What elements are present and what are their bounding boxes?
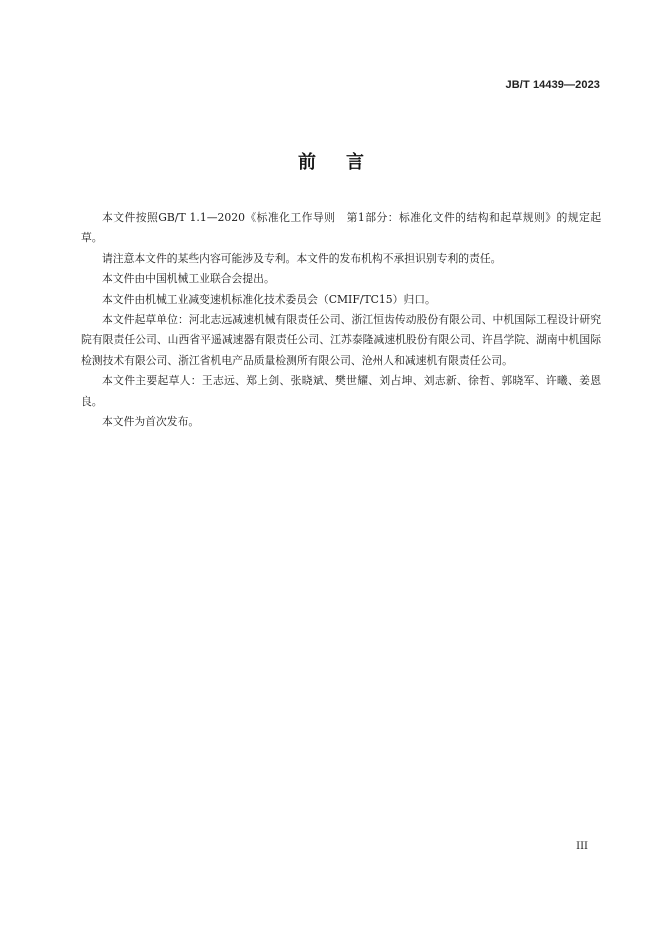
paragraph-drafting-units: 本文件起草单位：河北志远减速机械有限责任公司、浙江恒齿传动股份有限公司、中机国际工程设计研究院有限责任公司、山西省平遥减速器有限责任公司、江苏泰隆减速机股份有限公司、许昌学院、湖南中机国际检测技术有限公司、浙江省机电产品质量检测所有限公司、沧州人和减速机有限责任公司。 xyxy=(81,313,601,367)
title-char-2: 言 xyxy=(346,152,364,173)
page-title xyxy=(0,148,662,174)
page-number: III xyxy=(576,841,588,852)
paragraph-patent-notice: 请注意本文件的某些内容可能涉及专利。本文件的发布机构不承担识别专利的责任。 xyxy=(102,251,502,265)
paragraph-main-drafters: 本文件主要起草人：王志远、郑上剑、张晓斌、樊世耀、刘占坤、刘志新、徐哲、郭晓军、许曦、姜恩良。 xyxy=(81,374,601,408)
paragraph-first-release: 本文件为首次发布。 xyxy=(102,415,200,429)
foreword-body xyxy=(81,208,601,432)
title-char-1: 前 xyxy=(298,152,316,173)
paragraph-proposed-by: 本文件由中国机械工业联合会提出。 xyxy=(102,272,275,286)
document-code: JB/T 14439—2023 xyxy=(505,79,600,91)
paragraph-drafting-rules: 本文件按照GB/T 1.1—2020《标准化工作导则 第1部分：标准化文件的结构和起草规则》的规定起草。 xyxy=(81,211,601,245)
paragraph-under-jurisdiction: 本文件由机械工业减变速机标准化技术委员会（CMIF/TC15）归口。 xyxy=(102,292,436,306)
